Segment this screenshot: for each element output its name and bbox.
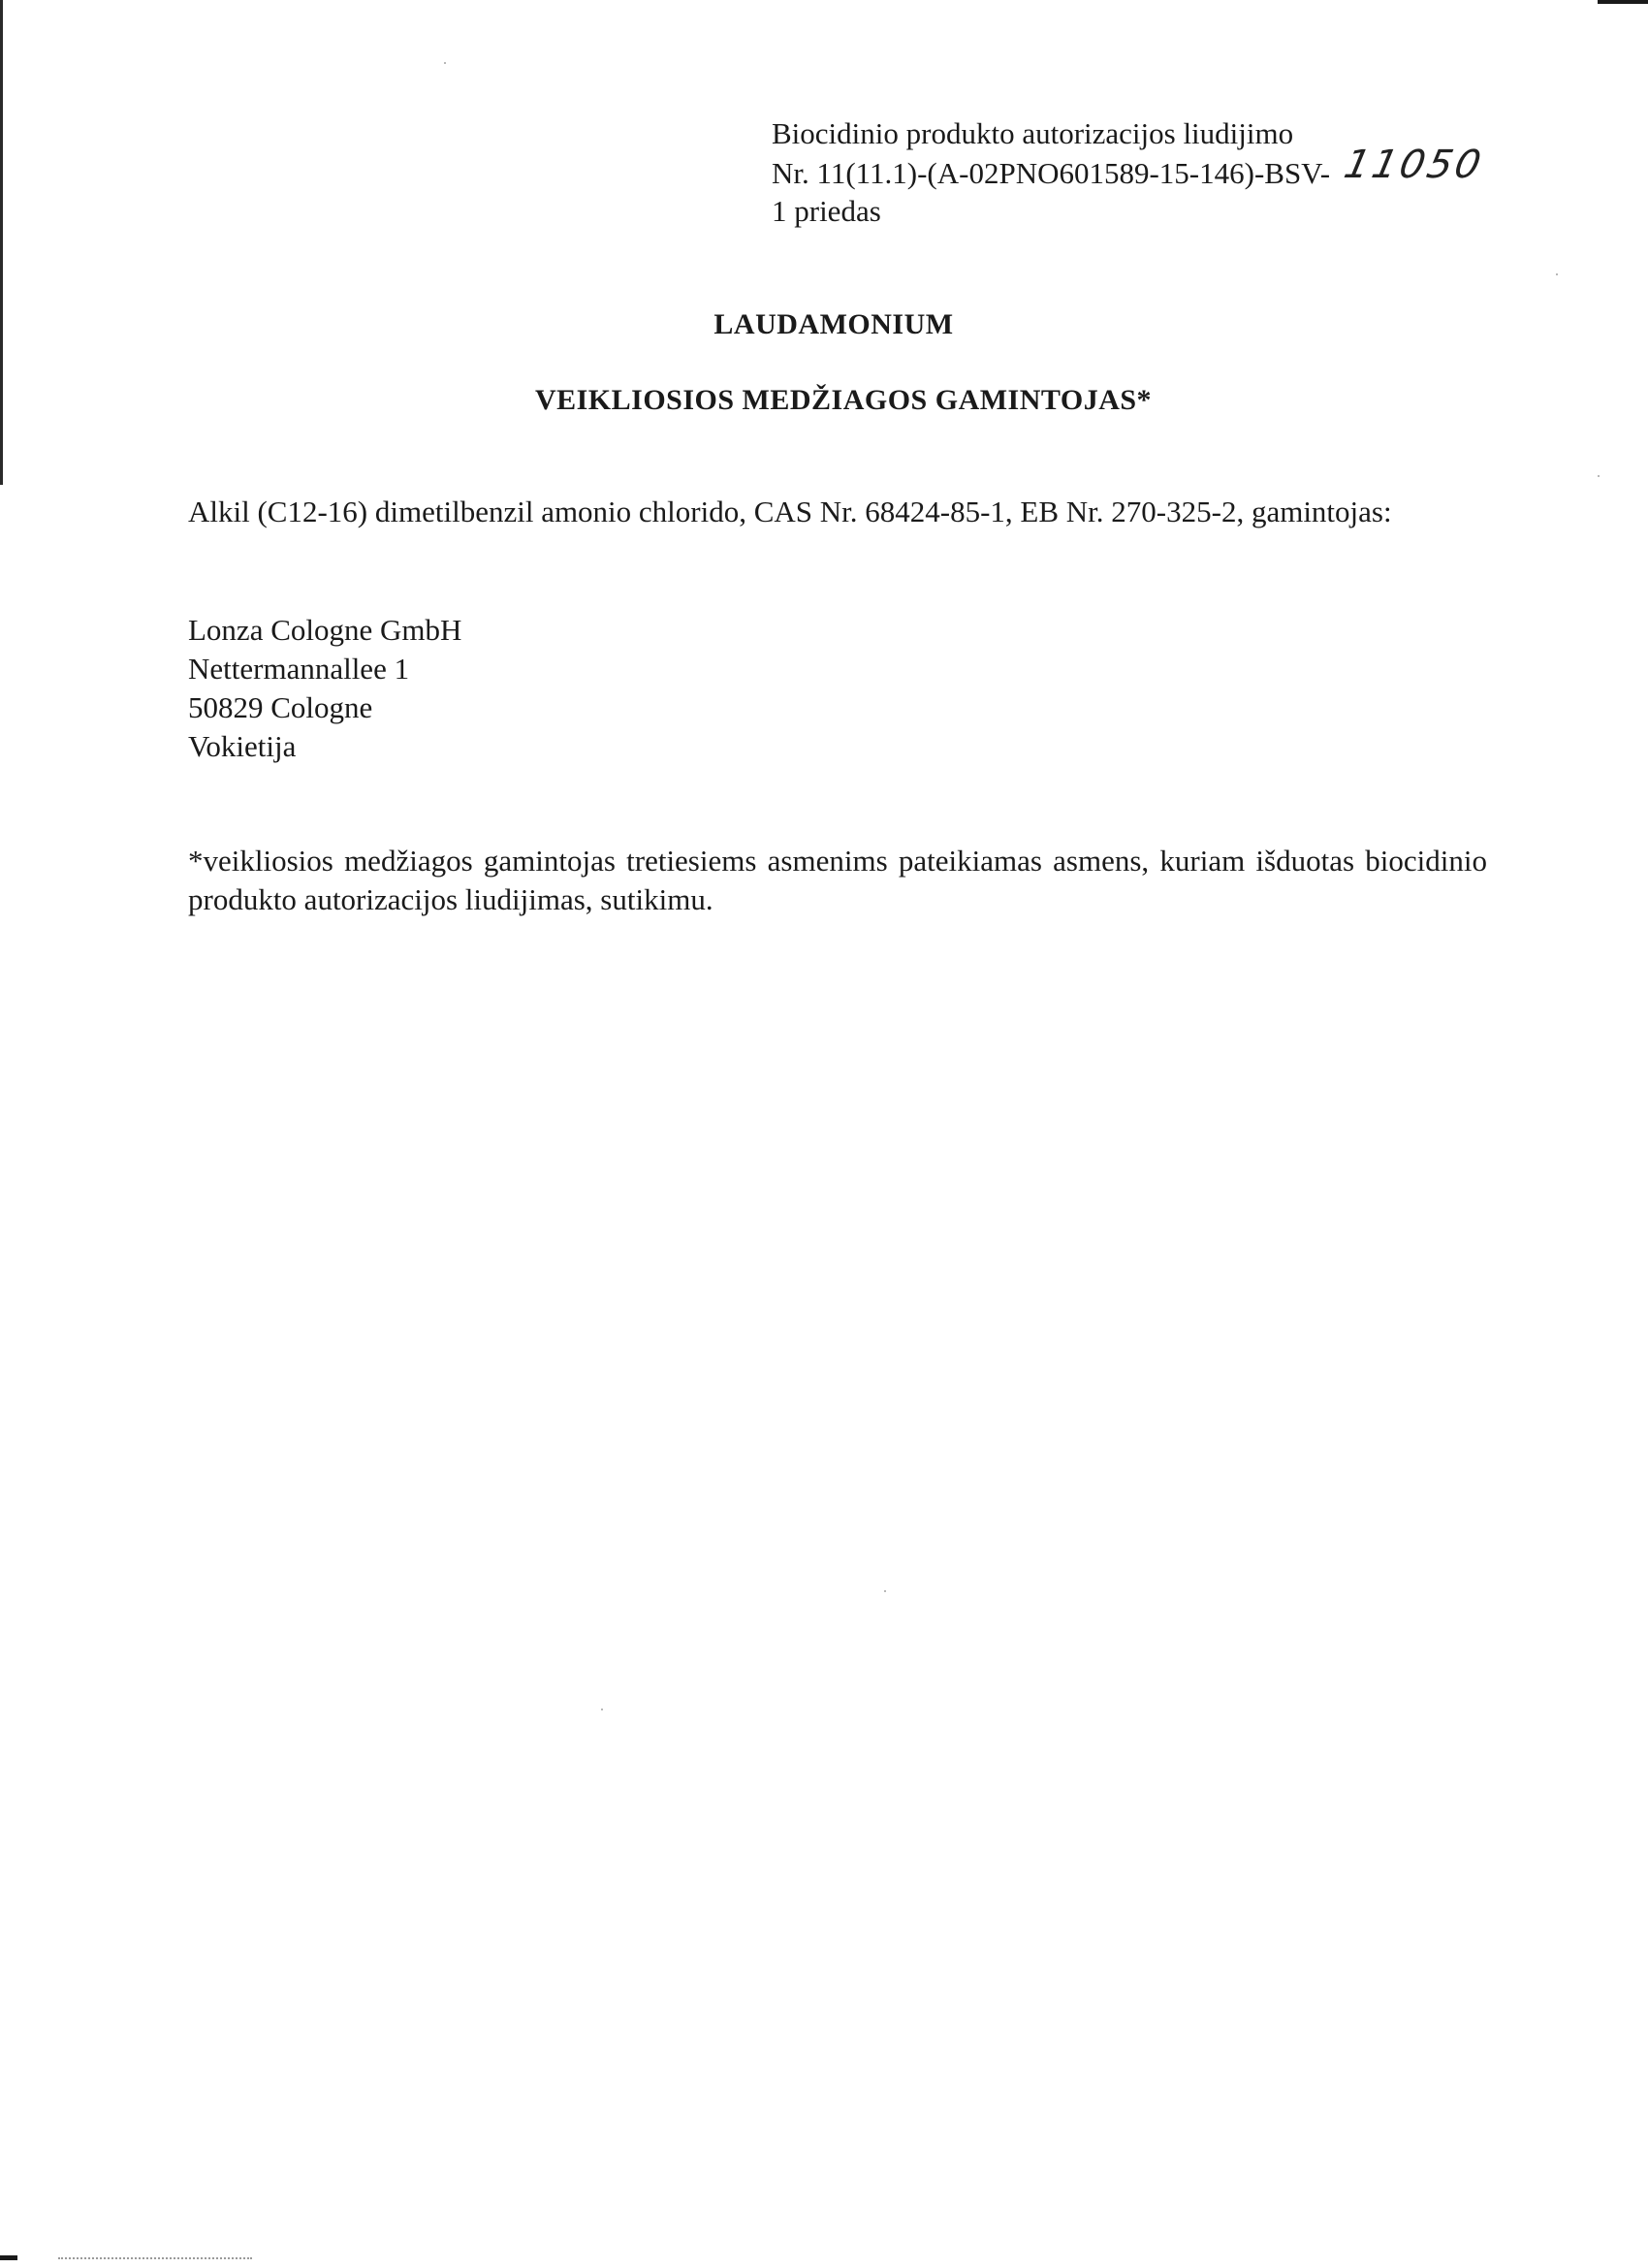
scan-speck [444,62,446,64]
manufacturer-address [188,611,461,766]
scan-speck [884,1590,886,1592]
manufacturer-city: 50829 Cologne [188,690,373,724]
scan-speck [1556,273,1558,275]
scan-edge-right [1598,0,1648,4]
scan-noise-bottom [58,2257,252,2261]
certificate-reference [772,114,1488,230]
certificate-reference-line2 [772,143,1488,192]
section-title: VEIKLIOSIOS MEDŽIAGOS GAMINTOJAS* [534,384,1153,416]
manufacturer-country: Vokietija [188,729,297,763]
certificate-number: Nr. 11(11.1)-(A-02PNO601589-15-146)-BSV- [772,156,1331,190]
footnote: *veikliosios medžiagos gamintojas tretiesiems asmenims pateikiamas asmens, kuriam išduotas biocidinio produkto autorizacijos liudijimas, sutikimu. [188,844,1487,916]
certificate-reference-line1: Biocidinio produkto autorizacijos liudijimo [772,116,1294,150]
scan-speck [601,1709,603,1710]
scan-edge-bottom [0,2255,17,2260]
scan-edge-left [0,0,3,485]
scan-speck [1598,475,1600,477]
substance-paragraph: Alkil (C12-16) dimetilbenzil amonio chlorido, CAS Nr. 68424-85-1, EB Nr. 270-325-2, gamintojas: [188,495,1392,528]
annex-label: 1 priedas [772,194,881,228]
manufacturer-name: Lonza Cologne GmbH [188,613,462,647]
handwritten-number: 11050 [1340,143,1488,187]
manufacturer-street: Nettermannallee 1 [188,652,410,686]
product-title: LAUDAMONIUM [713,308,954,340]
